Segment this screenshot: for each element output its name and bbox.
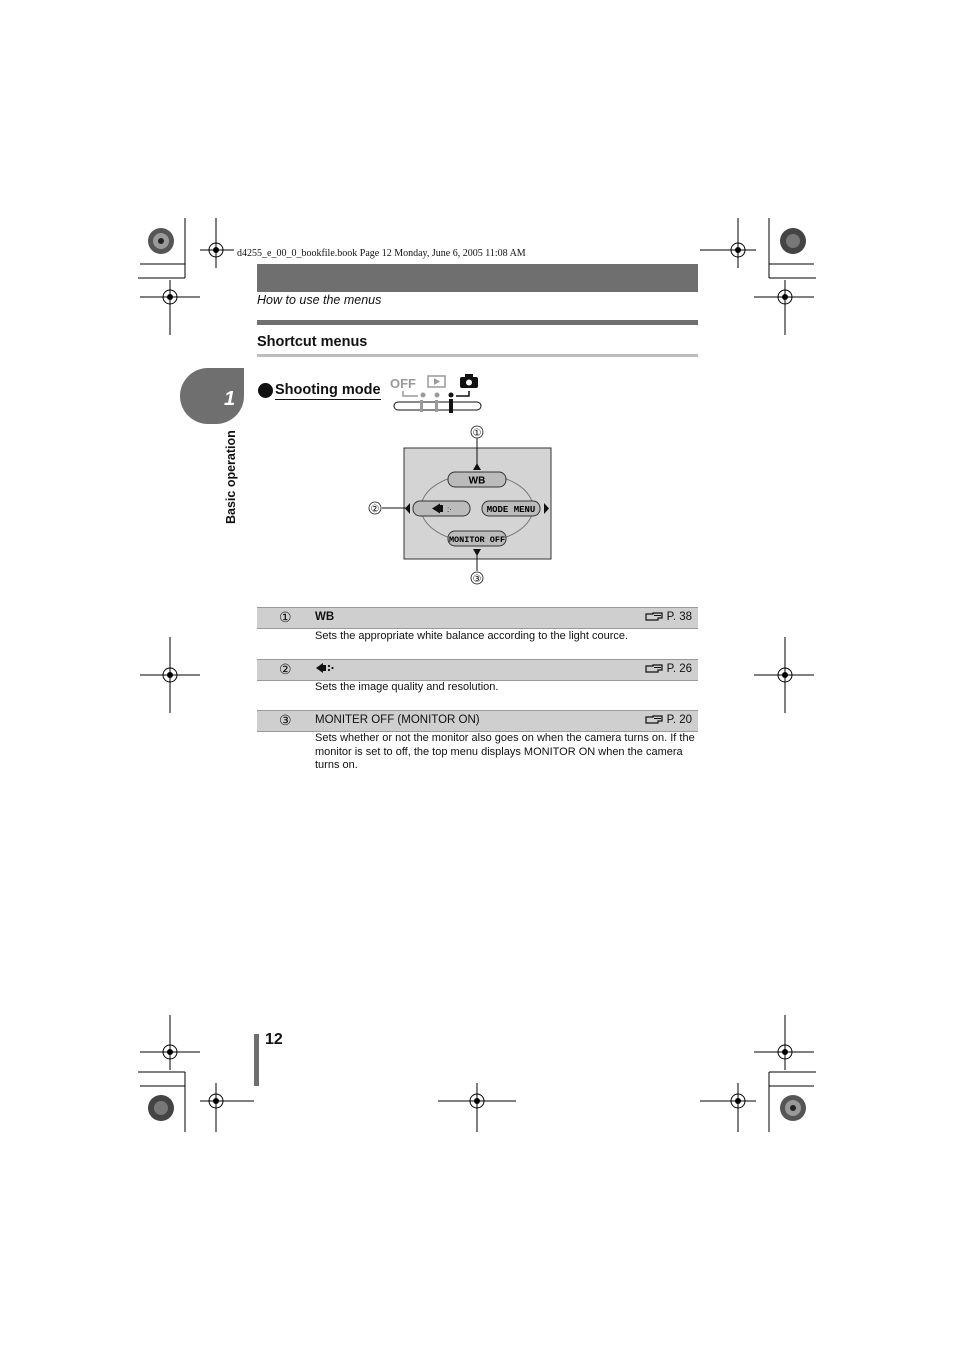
item-label: WB: [315, 611, 335, 623]
page-reference-text: P. 38: [666, 611, 692, 623]
item-number: ③: [279, 712, 292, 728]
chapter-number: 1: [224, 388, 236, 410]
section-rule: [257, 320, 698, 325]
shortcut-menu-diagram: [360, 420, 590, 590]
page-number: 12: [265, 1031, 283, 1048]
mode-menu-button-label: MODE MENU: [486, 505, 536, 515]
item-description: Sets the image quality and resolution.: [315, 681, 499, 693]
wb-button-label: WB: [468, 475, 486, 487]
page-subtitle: How to use the menus: [257, 293, 382, 307]
section-title: Shortcut menus: [257, 334, 368, 350]
callout-1-label: ①: [472, 428, 482, 439]
callout-2-label: ②: [370, 504, 380, 515]
page-number-bar: [254, 1034, 259, 1086]
header-band: [257, 264, 698, 292]
page-reference: [645, 663, 692, 675]
chapter-label: Basic operation: [224, 430, 238, 524]
monitor-off-button-label: MONITOR OFF: [448, 535, 506, 545]
item-number: ②: [279, 661, 292, 677]
mode-dial-off-label: OFF: [390, 376, 416, 391]
reference-hand-icon: [645, 612, 665, 622]
bullet-icon: [258, 383, 273, 398]
svg-text::·: :·: [447, 505, 452, 514]
mode-dial-icon: [388, 372, 484, 414]
table-row: [257, 659, 698, 681]
reference-hand-icon: [645, 664, 665, 674]
mode-title: Shooting mode: [275, 382, 381, 398]
page-reference-text: P. 20: [666, 714, 692, 726]
table-row: [257, 607, 698, 629]
quality-icon: [315, 663, 335, 677]
item-description: Sets whether or not the monitor also goes on when the camera turns on. If the monitor is set to off, the top menu displays MONITOR ON when the camera turns on.: [315, 732, 695, 771]
file-header: d4255_e_00_0_bookfile.book Page 12 Monday, June 6, 2005 11:08 AM: [237, 248, 526, 259]
section-underline: [257, 354, 698, 357]
item-description: Sets the appropriate white balance according to the light cource.: [315, 630, 629, 642]
callout-3-label: ③: [472, 574, 482, 585]
item-label: MONITER OFF (MONITOR ON): [315, 714, 480, 726]
page-reference: [645, 611, 692, 623]
page-reference-text: P. 26: [666, 663, 692, 675]
item-number: ①: [279, 609, 292, 625]
reference-hand-icon: [645, 715, 665, 725]
table-row: [257, 710, 698, 732]
page-reference: [645, 714, 692, 726]
